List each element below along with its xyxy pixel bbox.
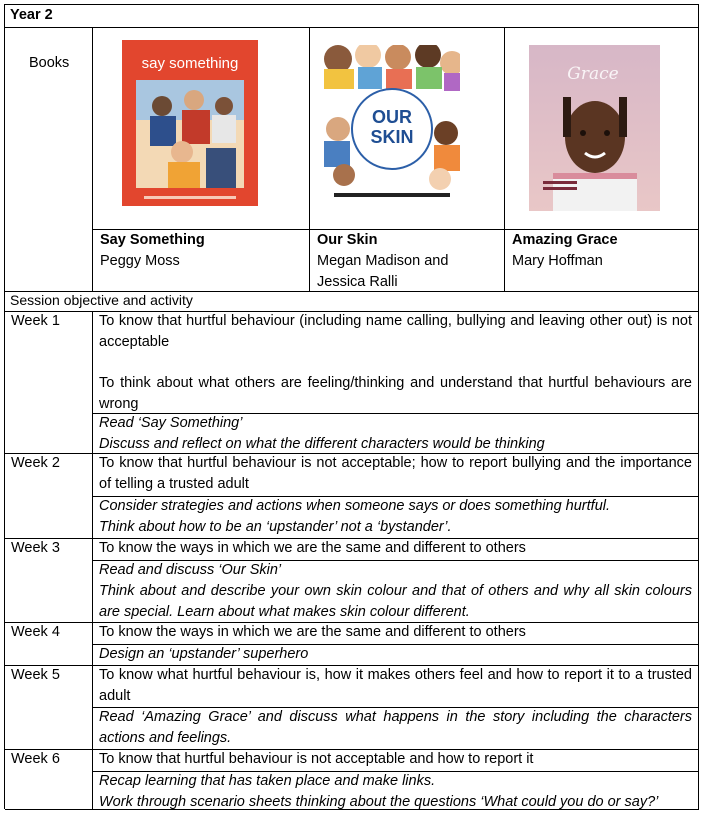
week-label-2: Week 2	[5, 453, 93, 539]
activity-text: Design an ‘upstander’ superhero	[99, 646, 309, 662]
week-activity-2	[92, 496, 699, 539]
lesson-plan-table	[4, 4, 699, 809]
book-author: Megan Madison and Jessica Ralli	[317, 252, 449, 290]
objective-text: To know what hurtful behaviour is, how it makes others feel and how to report it to a trusted adult	[99, 667, 692, 704]
book-author: Mary Hoffman	[512, 252, 603, 269]
objective-text: To know the ways in which we are the same and different to others	[99, 624, 526, 640]
svg-text:Grace: Grace	[567, 64, 619, 84]
week-label-6: Week 6	[5, 749, 93, 810]
week-label-4: Week 4	[5, 622, 93, 666]
activity-text: Read and discuss ‘Our Skin’	[99, 562, 282, 578]
book-details-1	[92, 229, 310, 292]
week-objective-6	[92, 749, 699, 772]
week-activity-3	[92, 560, 699, 623]
week-objective-5	[92, 665, 699, 708]
activity-text: Recap learning that has taken place and make links.	[99, 773, 436, 789]
session-heading: Session objective and activity	[5, 291, 699, 312]
activity-text: Work through scenario sheets thinking about the questions ‘What could you do or say?’	[99, 793, 659, 810]
week-activity-5	[92, 707, 699, 750]
book-details-3	[504, 229, 699, 292]
year-heading: Year 2	[5, 5, 699, 28]
week-objective-4	[92, 622, 699, 645]
amazing-grace-cover-image	[529, 45, 660, 211]
book-title: Amazing Grace	[512, 232, 618, 248]
book-title: Say Something	[100, 232, 205, 248]
week-activity-4	[92, 644, 699, 666]
week-label-1: Week 1	[5, 311, 93, 454]
say-something-cover-image	[122, 40, 258, 206]
week-label-3: Week 3	[5, 538, 93, 623]
book-title: Our Skin	[317, 232, 378, 248]
week-activity-1	[92, 413, 699, 454]
week-objective-2	[92, 453, 699, 497]
objective-text: To know that hurtful behaviour (including name calling, bullying and leaving other out) is not acceptable	[99, 313, 692, 350]
activity-text: Read ‘Say Something’	[99, 415, 243, 431]
objective-text: To know that hurtful behaviour is not acceptable; how to report bullying and the importance of telling a trusted adult	[99, 455, 692, 492]
activity-text: Think about how to be an ‘upstander’ not a ‘bystander’.	[99, 518, 452, 535]
lesson-plan-document	[4, 4, 700, 810]
svg-text:OUR: OUR	[372, 107, 412, 127]
activity-text: Read ‘Amazing Grace’ and discuss what happens in the story including the characters actions and feelings.	[99, 709, 692, 746]
book-details-2	[309, 229, 505, 292]
week-activity-6	[92, 771, 699, 810]
objective-text: To know the ways in which we are the same and different to others	[99, 540, 526, 556]
objective-text: To think about what others are feeling/thinking and understand that hurtful behaviours are wrong	[99, 375, 692, 413]
our-skin-cover-image	[324, 45, 460, 203]
activity-text: Discuss and reflect on what the different characters would be thinking	[99, 435, 545, 452]
activity-text: Think about and describe your own skin colour and that of others and why all skin colours are special. Learn about what makes skin colour different.	[99, 582, 692, 620]
book-author: Peggy Moss	[100, 252, 180, 269]
say-something-cover-title: say something	[141, 55, 239, 72]
week-objective-3	[92, 538, 699, 561]
svg-text:SKIN: SKIN	[370, 127, 414, 147]
week-objective-1	[92, 311, 699, 414]
activity-text: Consider strategies and actions when someone says or does something hurtful.	[99, 498, 611, 514]
week-label-5: Week 5	[5, 665, 93, 750]
books-label: Books	[29, 55, 70, 71]
books-label-cell	[5, 27, 93, 292]
objective-text: To know that hurtful behaviour is not acceptable and how to report it	[99, 751, 534, 767]
